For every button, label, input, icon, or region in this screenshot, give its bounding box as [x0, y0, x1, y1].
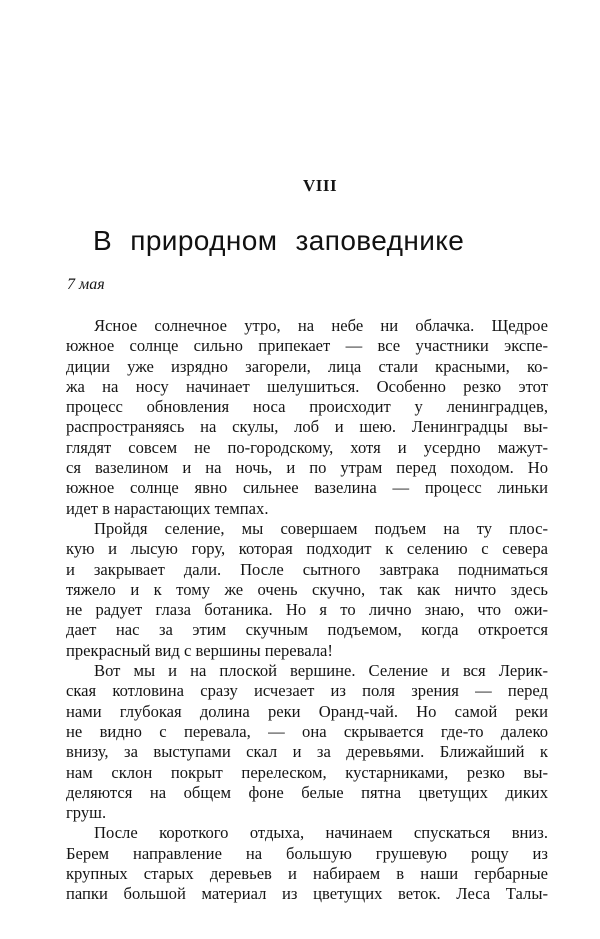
text-line: груш. [66, 803, 107, 823]
text-line: южное солнце явно сильнее вазелина — процесс линьки [66, 478, 548, 498]
text-line: не радует глаза ботаника. Но я то лично знаю, что ожи- [66, 600, 548, 620]
text-line: южное солнце сильно припекает — все участники экспе- [66, 336, 548, 356]
text-line: прекрасный вид с вершины перевала! [66, 640, 333, 660]
text-line: распространяясь на скулы, лоб и шею. Ленинградцы вы- [66, 417, 548, 437]
text-line: глядят совсем не по-городскому, хотя и усердно мажут- [66, 437, 548, 457]
text-line: Пройдя селение, мы совершаем подъем на ту плос- [94, 518, 548, 538]
text-line: ся вазелином и на ночь, и по утрам перед походом. Но [66, 458, 548, 478]
text-line: диции уже изрядно загорели, лица стали красными, ко- [66, 356, 548, 376]
chapter-number: VIII [302, 176, 338, 195]
text-line: После короткого отдыха, начинаем спускаться вниз. [94, 823, 548, 843]
text-line: Вот мы и на плоской вершине. Селение и вся Лерик- [94, 661, 548, 681]
body-text [66, 316, 548, 905]
text-line: тяжело и к тому же очень скучно, так как ничто здесь [66, 579, 548, 599]
text-line: внизу, за выступами скал и за деревьями. Ближайший к [66, 742, 548, 762]
text-line: деляются на общем фоне белые пятна цветущих диких [66, 782, 548, 802]
text-line: крупных старых деревьев и набираем в наши гербарные [66, 864, 548, 884]
text-line: жа на носу начинает шелушиться. Особенно резко этот [66, 376, 548, 396]
chapter-title: В природном заповеднике [93, 225, 465, 256]
text-line: кую и лысую гору, которая подходит к селению с севера [66, 539, 548, 559]
text-line: папки большой материал из цветущих веток. Леса Талы- [66, 884, 548, 904]
text-line: не видно с перевала, — она скрывается где-то далеко [66, 721, 548, 741]
diary-date: 7 мая [67, 276, 105, 293]
text-line: процесс обновления носа происходит у ленинградцев, [66, 397, 548, 417]
text-line: нам склон покрыт перелеском, кустарниками, резко вы- [66, 762, 548, 782]
text-line: Берем направление на большую грушевую рощу из [66, 843, 548, 863]
text-line: ская котловина сразу исчезает из поля зрения — перед [66, 681, 548, 701]
text-line: Ясное солнечное утро, на небе ни облачка. Щедрое [94, 316, 548, 335]
text-line: идет в нарастающих темпах. [66, 498, 269, 518]
text-line: нами глубокая долина реки Оранд-чай. Но самой реки [66, 701, 548, 721]
text-line: дает нас за этим скучным подъемом, когда откроется [66, 620, 548, 640]
text-line: и закрывает дали. После сытного завтрака подниматься [66, 559, 548, 579]
